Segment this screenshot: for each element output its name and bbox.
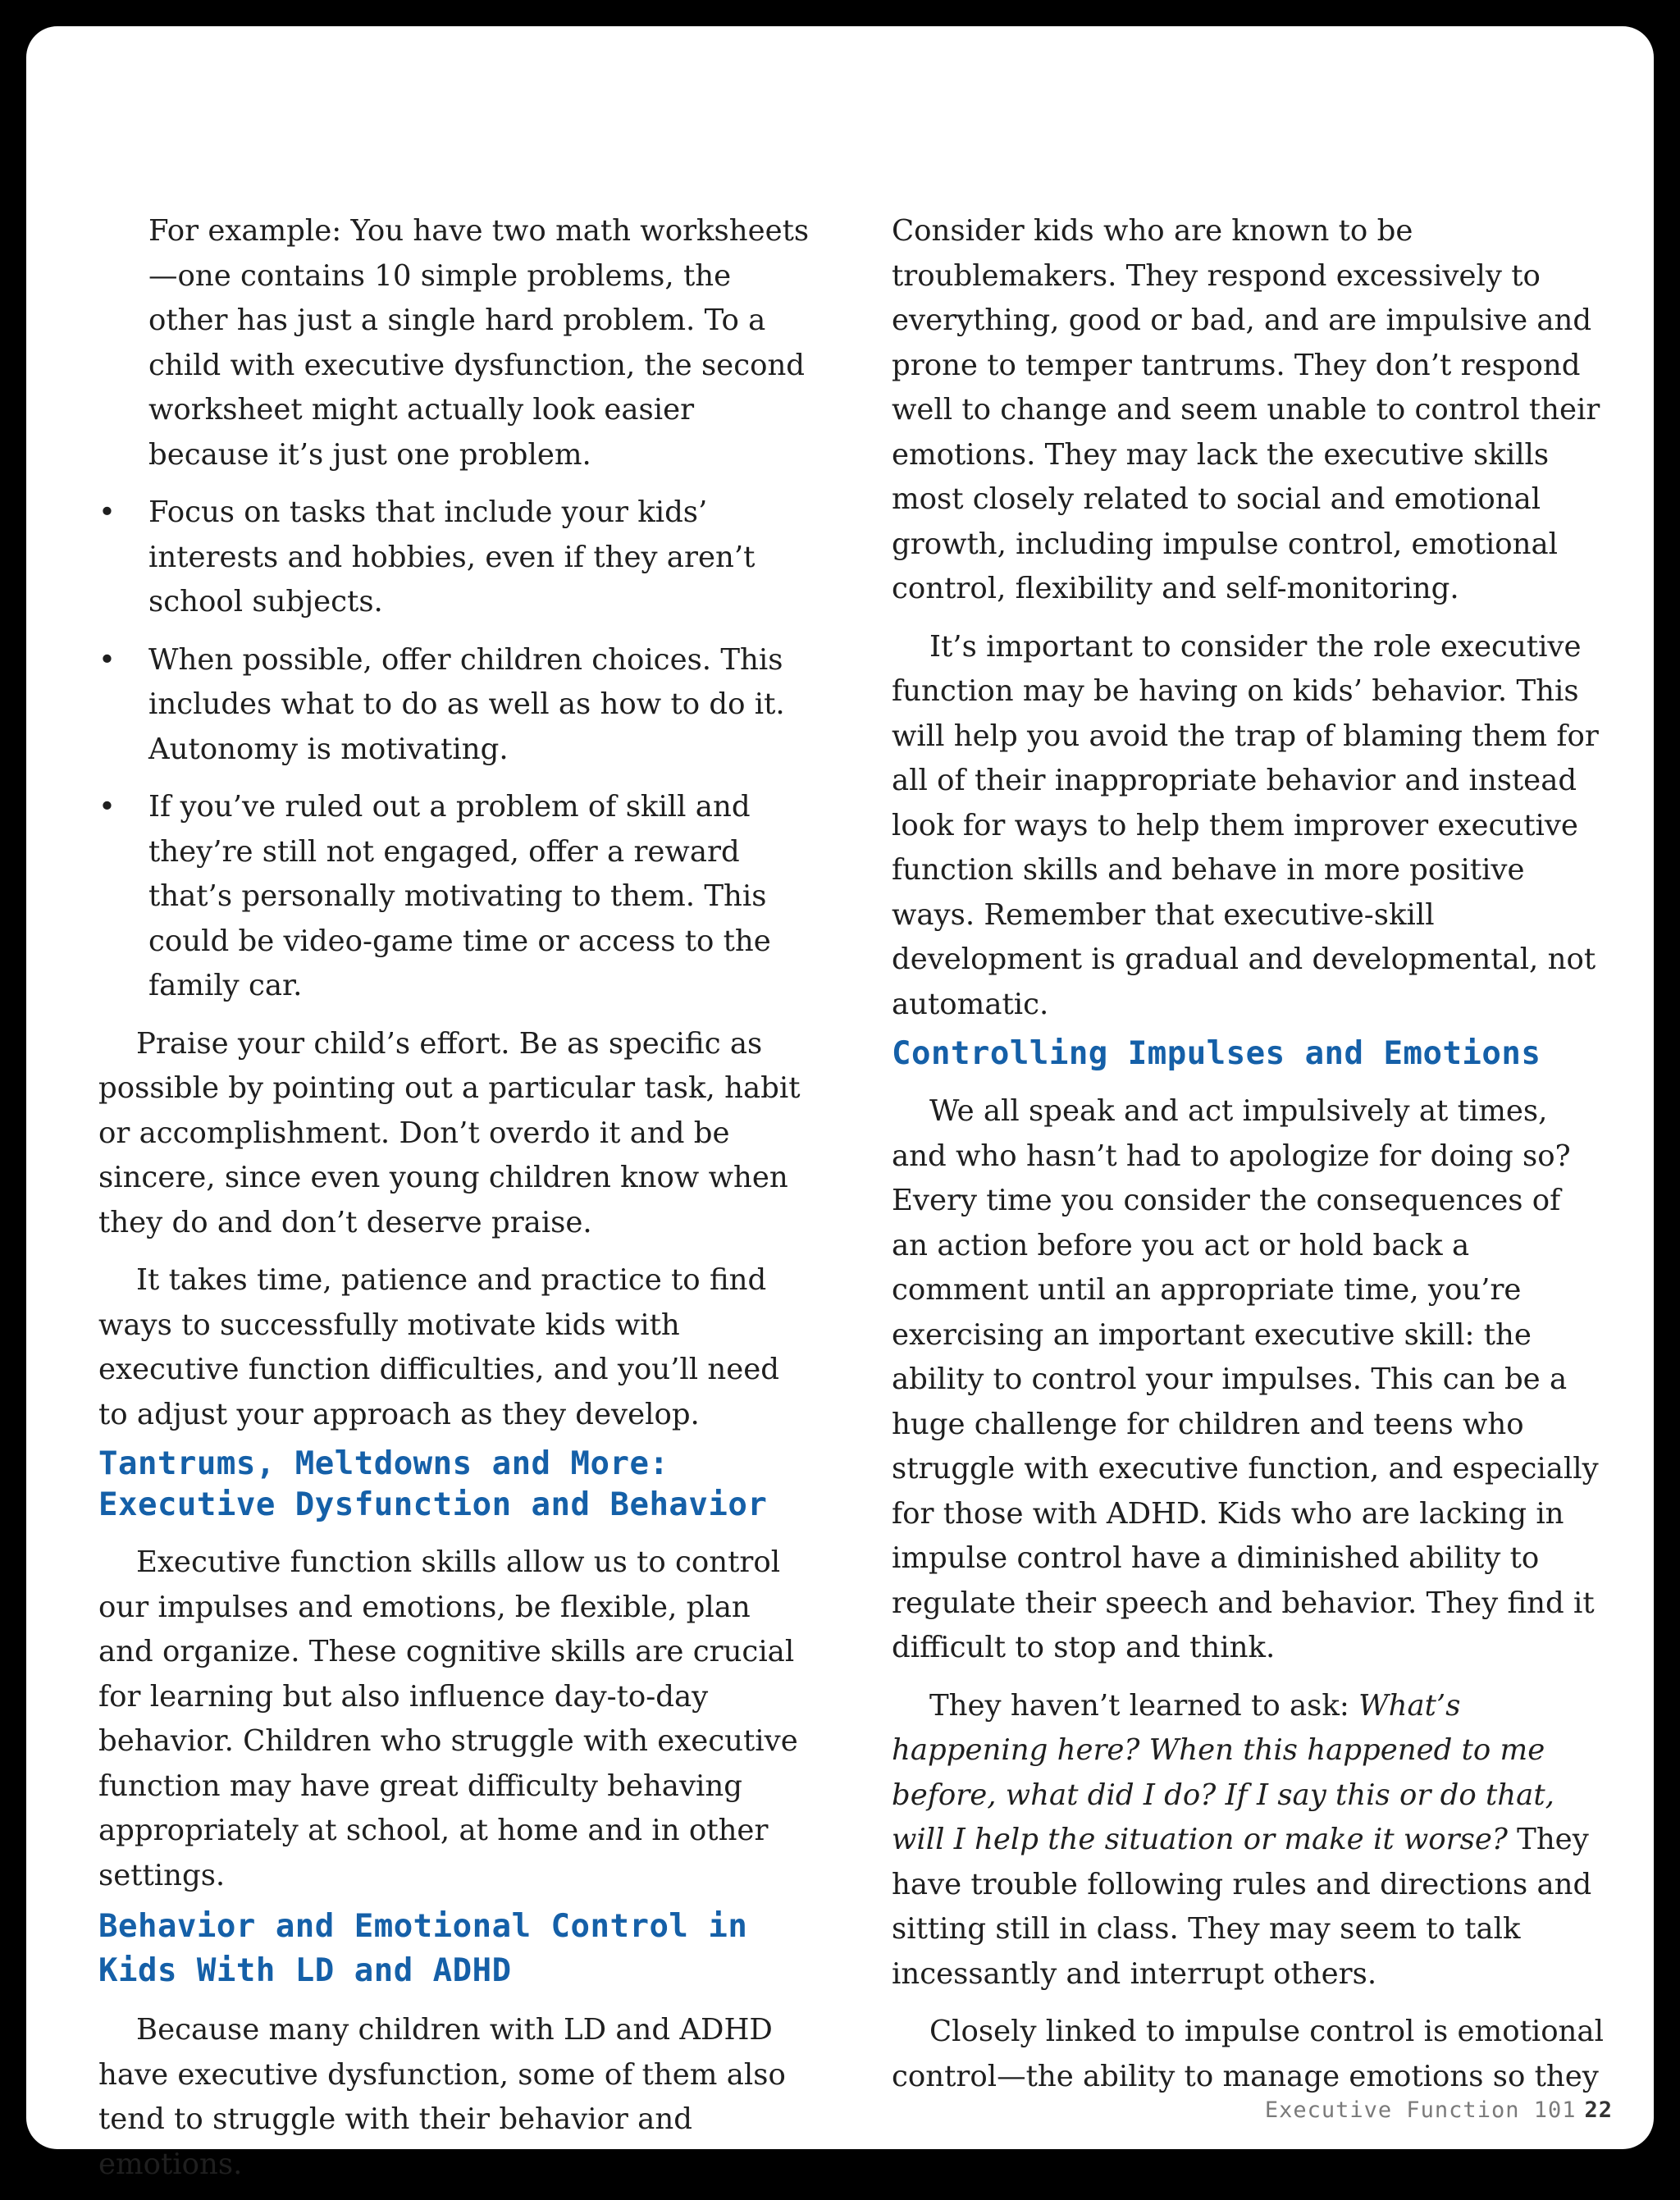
heading-line: Tantrums, Meltdowns and More:	[98, 1445, 669, 1482]
page-footer	[1265, 2097, 1613, 2123]
section-heading-impulses	[892, 1034, 1605, 1075]
heading-line: Behavior and Emotional Control in	[98, 1908, 748, 1945]
heading-line: Kids With LD and ADHD	[98, 1952, 512, 1989]
bullet-icon: •	[98, 642, 116, 677]
havent-paragraph	[892, 1684, 1605, 1997]
left-column	[98, 209, 812, 2200]
right-column	[892, 209, 1605, 2112]
bullet-icon: •	[98, 495, 116, 529]
impulsive-paragraph: We all speak and act impulsively at times, and who hasn’t had to apologize for doing so? Every time you consider the consequences of an action before you act or hold back a comment until an appropriate time, you’re exercising an important executive skill: the ability to control your impulses. This can be a huge challenge for children and teens who struggle with executive function, and especially for those with ADHD. Kids who are lacking in impulse control have a diminished ability to regulate their speech and behavior. They find it difficult to stop and think.	[892, 1094, 1599, 1664]
heading-line: Controlling Impulses and Emotions	[892, 1035, 1541, 1072]
section-heading-tantrums	[98, 1444, 812, 1526]
list-item	[98, 491, 812, 625]
list-item	[98, 785, 812, 1009]
havent-intro: They haven’t learned to ask:	[929, 1688, 1359, 1723]
consider-paragraph: Consider kids who are known to be troublemakers. They respond excessively to everything, good or bad, and are impulsive and prone to temper tantrums. They don’t respond well to change and seem unable to control their emotions. They may lack the executive skills most closely related to social and emotional growth, including impulse control, emotional control, flexibility and self-monitoring.	[892, 214, 1600, 605]
havent-rest: They have trouble following rules and directions and sitting still in class. They may seem to talk incessantly and interrupt others.	[892, 1823, 1592, 1991]
document-page	[26, 26, 1654, 2181]
havent-questions: What’s happening here? When this happened to me before, what did I do? If I say this or do that, will I help the situation or make it worse?	[892, 1688, 1554, 1856]
list-item	[98, 638, 812, 773]
because-paragraph: Because many children with LD and ADHD have executive dysfunction, some of them also tend to struggle with their behavior and emotions.	[98, 2013, 786, 2181]
heading-line: Executive Dysfunction and Behavior	[98, 1486, 768, 1523]
list-item-text: If you’ve ruled out a problem of skill and they’re still not engaged, offer a reward that’s personally motivating to them. This could be video-game time or access to the family car.	[148, 790, 771, 1002]
page-number: 22	[1584, 2097, 1613, 2123]
closely-paragraph: Closely linked to impulse control is emotional control—the ability to manage emotions so they	[892, 2015, 1604, 2093]
important-paragraph: It’s important to consider the role executive function may be having on kids’ behavior. This will help you avoid the trap of blaming them for all of their inappropriate behavior and instead look for ways to help them improver executive function skills and behave in more positive ways. Remember that executive-skill development is gradual and developmental, not automatic.	[892, 629, 1599, 1021]
book-title: Executive Function 101	[1264, 2097, 1577, 2123]
tips-list	[98, 491, 812, 1009]
section-heading-behavior	[98, 1905, 812, 1993]
skills-paragraph: Executive function skills allow us to control our impulses and emotions, be flexible, plan and organize. These cognitive skills are crucial for learning but also influence day-to-day behavior. Children who struggle with executive function may have great difficulty behaving appropriately at school, at home and in other settings.	[98, 1545, 798, 1892]
list-item-text: Focus on tasks that include your kids’ interests and hobbies, even if they aren’t school subjects.	[148, 495, 756, 618]
list-item-text: When possible, offer children choices. This includes what to do as well as how to do it. Autonomy is motivating.	[148, 642, 785, 766]
bullet-icon: •	[98, 790, 116, 824]
example-paragraph: For example: You have two math worksheets—one contains 10 simple problems, the other has just a single hard problem. To a child with executive dysfunction, the second worksheet might actually look easier because it’s just one problem.	[148, 214, 810, 472]
praise-paragraph: Praise your child’s effort. Be as specific as possible by pointing out a particular task, habit or accomplishment. Don’t overdo it and be sincere, since even young children know when they do and don’t deserve praise.	[98, 1026, 801, 1239]
time-paragraph: It takes time, patience and practice to find ways to successfully motivate kids with executive function difficulties, and you’ll need to adjust your approach as they develop.	[98, 1263, 780, 1431]
